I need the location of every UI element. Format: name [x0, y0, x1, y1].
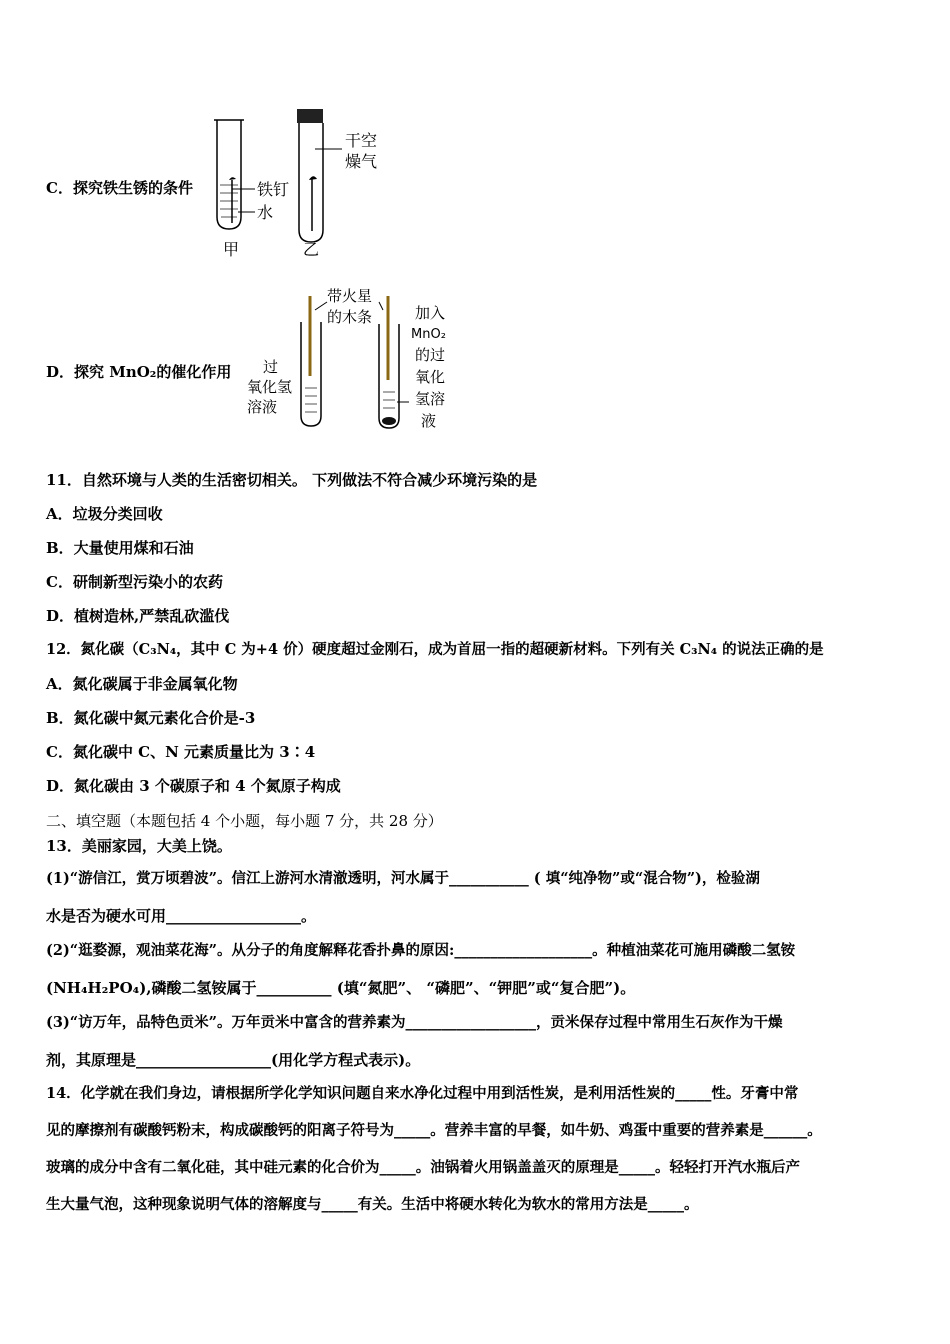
q13-p3-line2: 剂，其原理是__________________(用化学方程式表示)。 [46, 1051, 421, 1069]
tube-yi [299, 123, 323, 242]
svg-text:带火星: 带火星 [327, 287, 373, 305]
svg-text:水: 水 [257, 203, 274, 222]
q12-option-c: C．氮化碳中 C、N 元素质量比为 3∶4 [46, 743, 316, 761]
svg-text:MnO₂: MnO₂ [411, 327, 446, 342]
svg-text:过: 过 [263, 358, 279, 376]
section-title: 二、填空题（本题包括 4 个小题，每小题 7 分，共 28 分） [46, 812, 443, 830]
q13-p1-line2: 水是否为硬水可用__________________。 [46, 907, 317, 925]
q12-option-a: A．氮化碳属于非金属氧化物 [46, 675, 238, 693]
q12-stem: 12．氮化碳（C₃N₄，其中 C 为+4 价）硬度超过金刚石，成为首屈一指的超硬新材料。下列有关 C₃N₄ 的说法正确的是 [46, 641, 824, 658]
tube-jia [217, 120, 241, 229]
mno2-powder [382, 417, 396, 425]
svg-text:氧化: 氧化 [415, 368, 446, 386]
svg-text:的木条: 的木条 [327, 308, 373, 326]
svg-text:的过: 的过 [415, 346, 446, 364]
q13-p3-line1: (3)“访万年，品特色贡米”。万年贡米中富含的营养素为__________________，贡米保存过程中常用生石灰作为干燥 [46, 1014, 783, 1031]
q11-option-b: B．大量使用煤和石油 [46, 539, 194, 557]
q11-option-c: C．研制新型污染小的农药 [46, 573, 223, 591]
q14-line2: 见的摩擦剂有碳酸钙粉末，构成碳酸钙的阳离子符号为_____。营养丰富的早餐，如牛奶、鸡蛋中重要的营养素是______。 [46, 1122, 822, 1139]
svg-text:乙: 乙 [303, 240, 320, 259]
svg-text:加入: 加入 [415, 304, 446, 322]
svg-text:甲: 甲 [223, 240, 240, 259]
q13-p1-line1: (1)“游信江，赏万顷碧波”。信江上游河水清澈透明，河水属于___________ ( 填“纯净物”或“混合物”)，检验湖 [46, 870, 760, 887]
q14-line1: 14．化学就在我们身边，请根据所学化学知识问题自来水净化过程中用到活性炭，是利用活性炭的_____性。牙膏中常 [46, 1085, 799, 1102]
stopper [297, 109, 323, 123]
q11-option-a: A．垃圾分类回收 [46, 505, 163, 523]
q13-stem: 13．美丽家园，大美上饶。 [46, 837, 232, 855]
svg-text:铁钉: 铁钉 [257, 180, 290, 199]
option-c-text: C．探究铁生锈的条件 [46, 179, 193, 197]
svg-text:氢溶: 氢溶 [415, 390, 446, 408]
option-d-text: D．探究 MnO₂的催化作用 [46, 363, 232, 381]
svg-text:氧化氢: 氧化氢 [247, 378, 293, 396]
svg-text:燥气: 燥气 [345, 152, 378, 171]
iron-rust-figure [205, 105, 395, 265]
q14-line4: 生大量气泡，这种现象说明气体的溶解度与_____有关。生活中将硬水转化为软水的常用方法是_____。 [46, 1196, 699, 1213]
svg-text:液: 液 [421, 412, 437, 430]
q11-option-d: D．植树造林,严禁乱砍滥伐 [46, 607, 230, 625]
q12-option-b: B．氮化碳中氮元素化合价是-3 [46, 709, 256, 727]
q11-stem: 11．自然环境与人类的生活密切相关。 下列做法不符合减少环境污染的是 [46, 471, 538, 489]
svg-text:溶液: 溶液 [247, 398, 278, 416]
q13-p2-line2: (NH₄H₂PO₄),磷酸二氢铵属于__________ (填“氮肥”、 “磷肥”、“钾肥”或“复合肥”)。 [46, 979, 636, 997]
q14-line3: 玻璃的成分中含有二氧化硅，其中硅元素的化合价为_____。油锅着火用锅盖盖灭的原理是_____。轻轻打开汽水瓶后产 [46, 1159, 800, 1176]
q12-option-d: D．氮化碳由 3 个碳原子和 4 个氮原子构成 [46, 777, 341, 795]
mno2-catalysis-figure [243, 284, 463, 436]
svg-text:干空: 干空 [345, 131, 378, 150]
q13-p2-line1: (2)“逛婺源，观油菜花海”。从分子的角度解释花香扑鼻的原因:___________________。种植油菜花可施用磷酸二氢铵 [46, 942, 796, 959]
